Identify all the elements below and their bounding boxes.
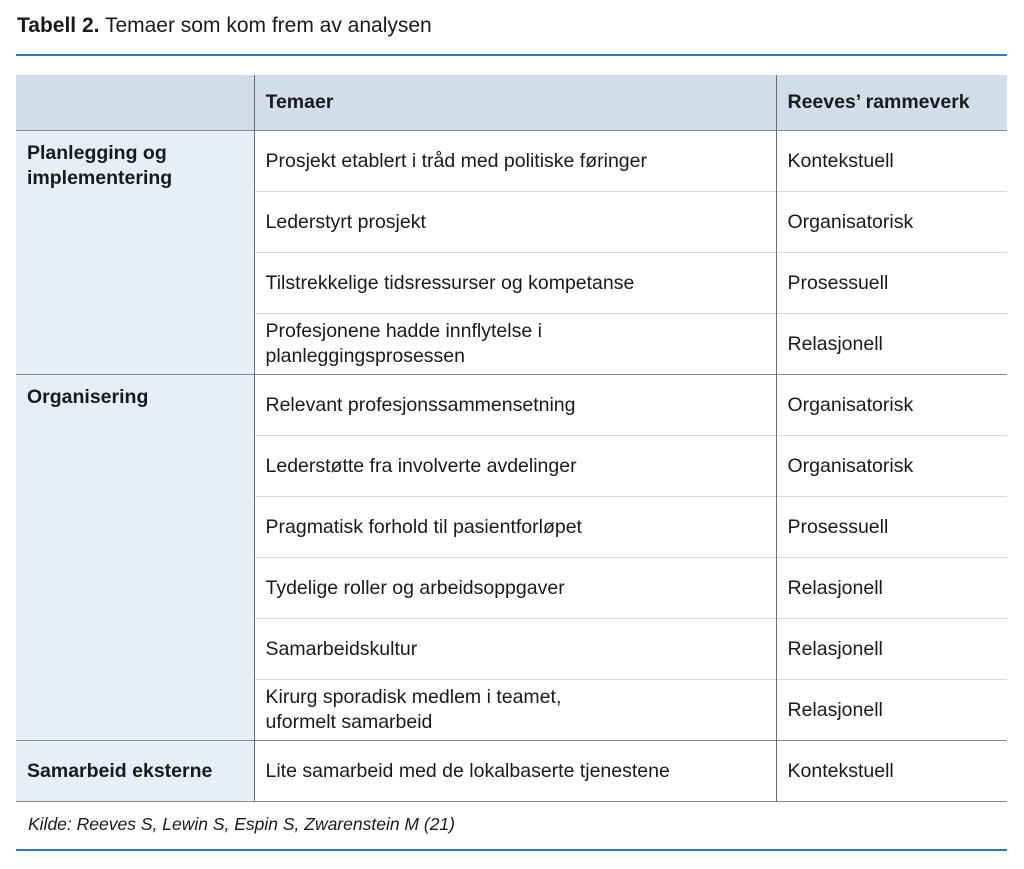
framework-cell: Kontekstuell xyxy=(776,741,1007,802)
theme-cell: Tydelige roller og arbeidsoppgaver xyxy=(254,558,776,619)
table-row xyxy=(16,375,1007,436)
framework-cell: Relasjonell xyxy=(776,314,1007,375)
theme-cell: Kirurg sporadisk medlem i teamet, uformelt samarbeid xyxy=(254,680,776,741)
framework-cell: Kontekstuell xyxy=(776,131,1007,192)
group-label: Samarbeid eksterne xyxy=(16,741,254,802)
framework-cell: Relasjonell xyxy=(776,558,1007,619)
theme-cell: Tilstrekkelige tidsressurser og kompetanse xyxy=(254,253,776,314)
table-caption xyxy=(17,12,432,40)
source-footnote: Kilde: Reeves S, Lewin S, Espin S, Zwarenstein M (21) xyxy=(28,814,455,834)
header-framework: Reeves’ rammeverk xyxy=(776,75,1007,131)
caption-label: Tabell 2. xyxy=(17,14,100,37)
framework-cell: Organisatorisk xyxy=(776,192,1007,253)
framework-cell: Relasjonell xyxy=(776,619,1007,680)
theme-cell: Samarbeidskultur xyxy=(254,619,776,680)
theme-cell: Relevant profesjonssammensetning xyxy=(254,375,776,436)
table-row xyxy=(16,741,1007,802)
bottom-divider xyxy=(16,849,1007,851)
theme-cell: Pragmatisk forhold til pasientforløpet xyxy=(254,497,776,558)
theme-cell: Lederstøtte fra involverte avdelinger xyxy=(254,436,776,497)
framework-cell: Relasjonell xyxy=(776,680,1007,741)
table-row xyxy=(16,131,1007,192)
group-label: Planlegging og implementering xyxy=(16,131,254,375)
theme-cell: Lederstyrt prosjekt xyxy=(254,192,776,253)
top-divider xyxy=(16,54,1007,56)
themes-table xyxy=(16,75,1007,802)
header-group xyxy=(16,75,254,131)
framework-cell: Prosessuell xyxy=(776,497,1007,558)
header-themes: Temaer xyxy=(254,75,776,131)
framework-cell: Organisatorisk xyxy=(776,375,1007,436)
framework-cell: Organisatorisk xyxy=(776,436,1007,497)
group-label: Organisering xyxy=(16,375,254,741)
theme-cell: Prosjekt etablert i tråd med politiske føringer xyxy=(254,131,776,192)
theme-cell: Lite samarbeid med de lokalbaserte tjenestene xyxy=(254,741,776,802)
caption-text: Temaer som kom frem av analysen xyxy=(104,14,432,37)
framework-cell: Prosessuell xyxy=(776,253,1007,314)
theme-cell: Profesjonene hadde innflytelse i planleggingsprosessen xyxy=(254,314,776,375)
header-row xyxy=(16,75,1007,131)
